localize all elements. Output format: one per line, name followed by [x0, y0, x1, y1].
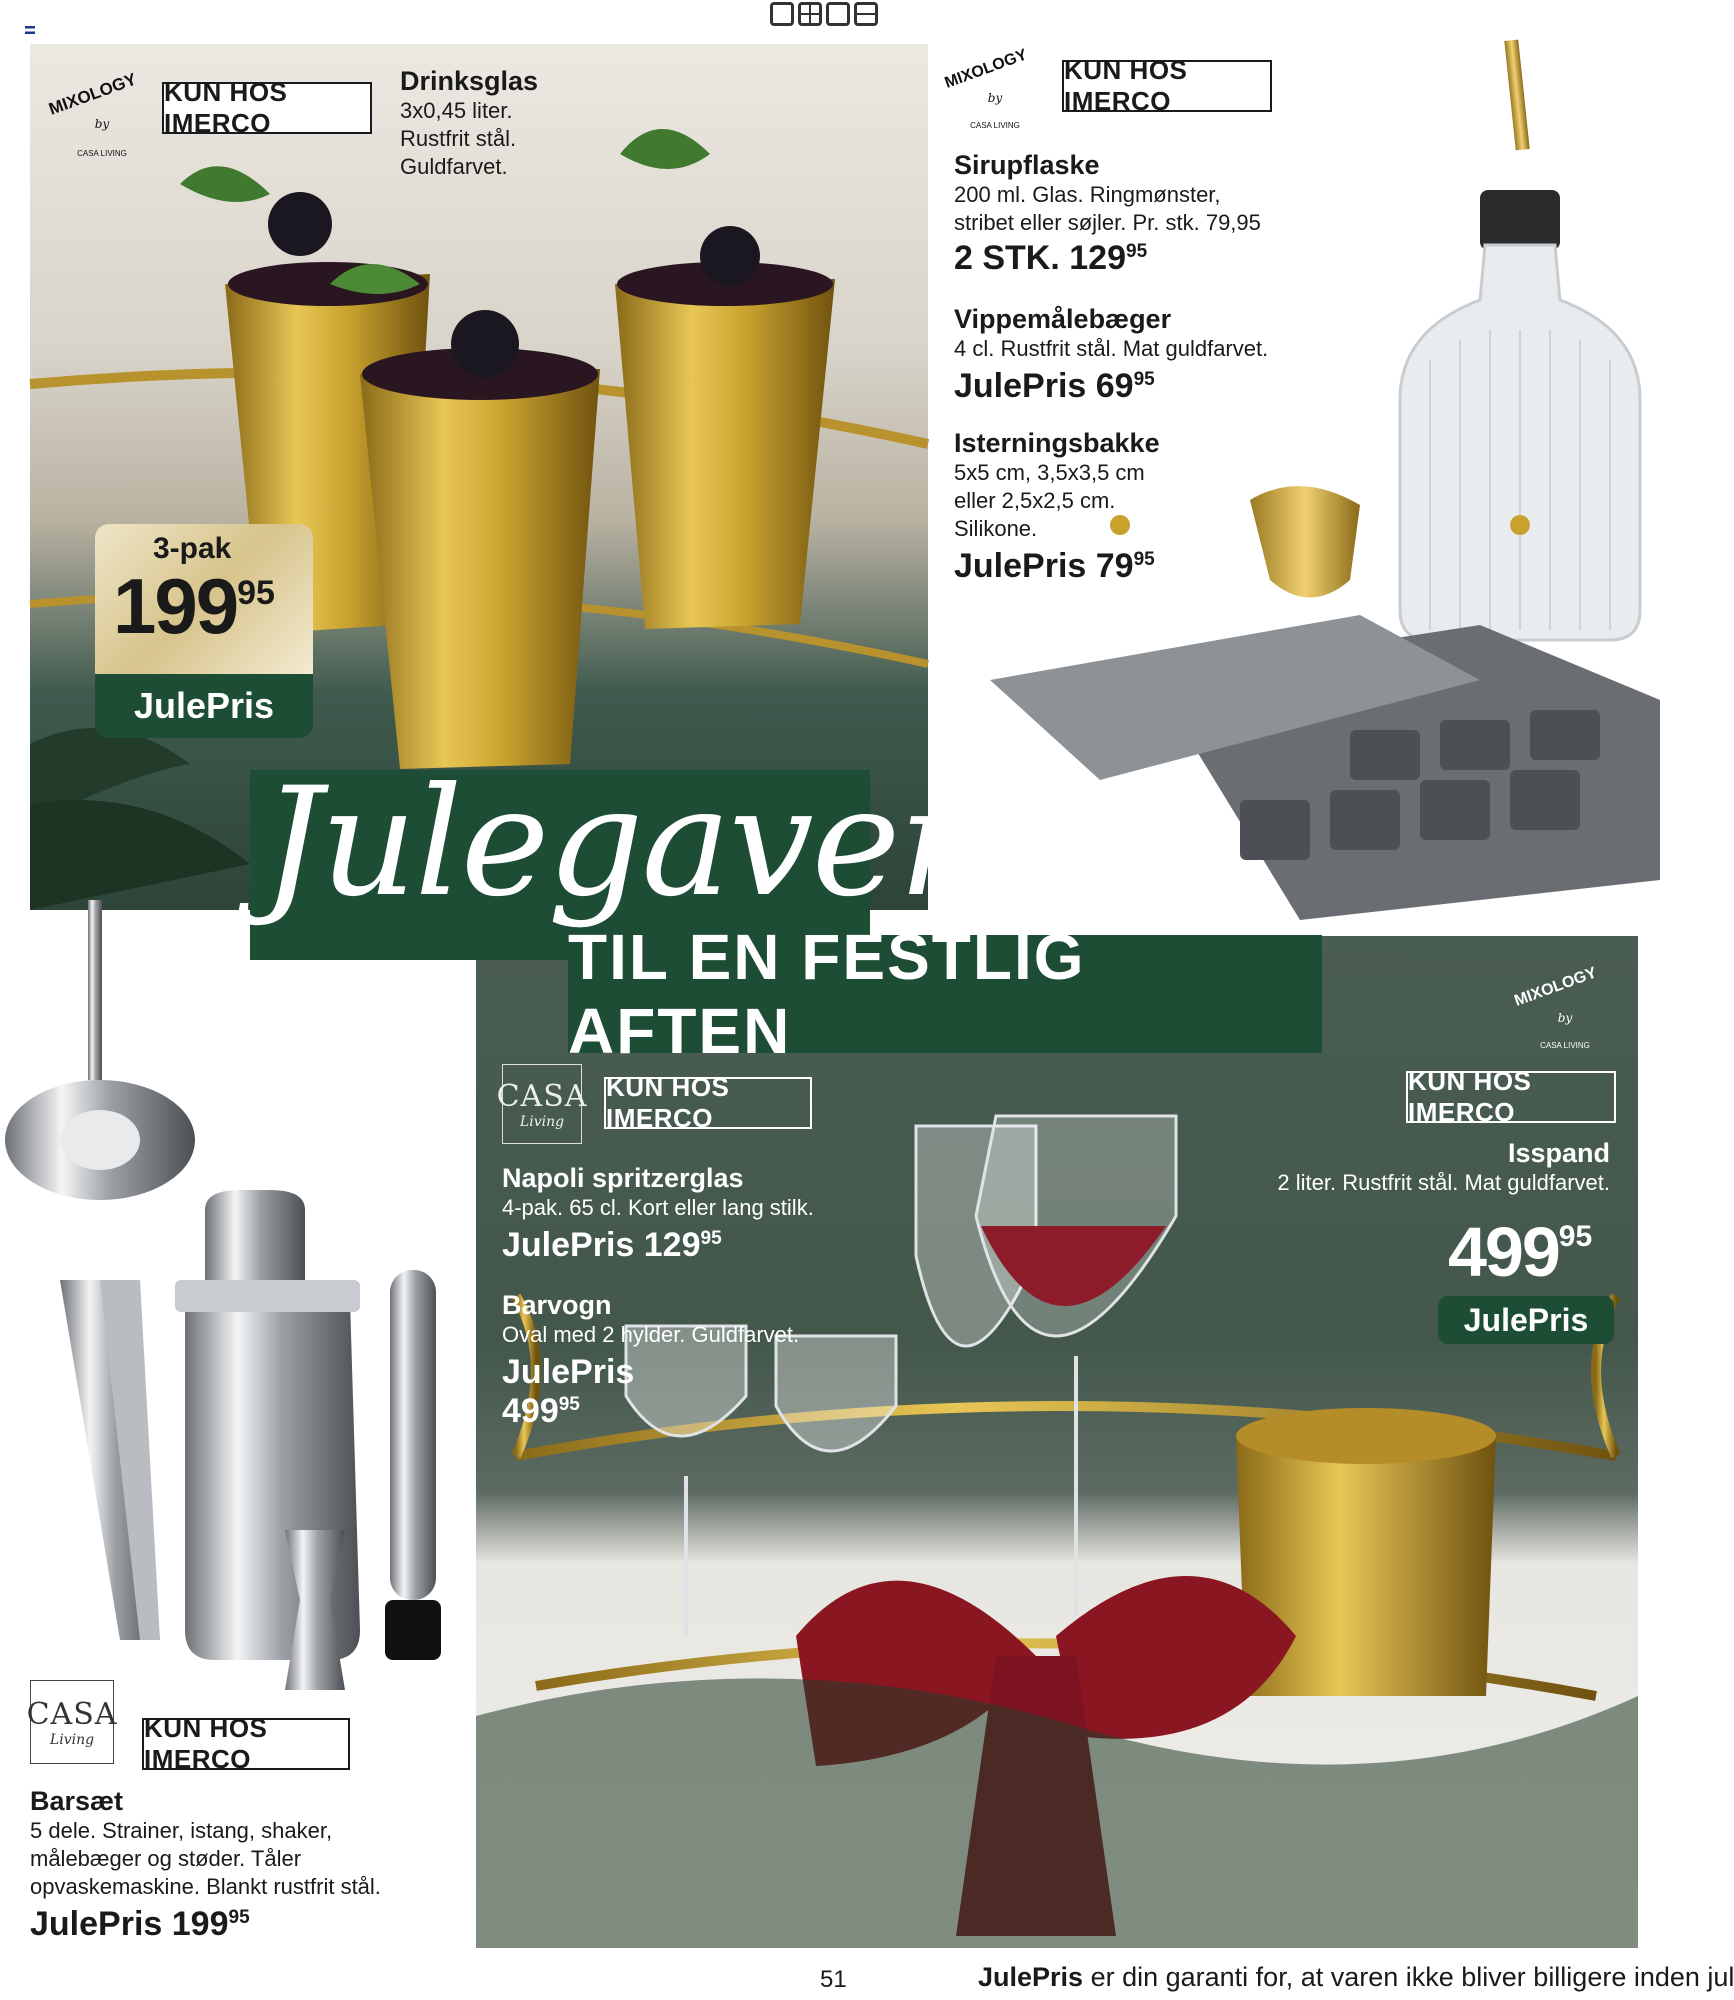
isterningsbakke-title: Isterningsbakke — [954, 428, 1160, 458]
barsaet-info — [30, 1786, 381, 1944]
barsaet-desc-1: 5 dele. Strainer, istang, shaker, — [30, 1818, 333, 1843]
footer-guarantee-text: er din garanti for, at varen ikke bliver billigere inden jul — [1090, 1962, 1734, 1992]
napoli-info — [502, 1163, 814, 1265]
footer-guarantee — [978, 1962, 1734, 1993]
svg-text:CASA LIVING: CASA LIVING — [77, 149, 127, 158]
isterningsbakke-desc-2: eller 2,5x2,5 cm. — [954, 488, 1116, 513]
barsaet-illustration — [0, 900, 470, 1700]
napoli-exclusive-badge: KUN HOS IMERCO — [604, 1077, 812, 1129]
sirupflaske-price: 2 STK. $129^{95}$ — [954, 239, 1148, 277]
isspand-price-main: 499 — [1448, 1213, 1559, 1291]
drinksglas-desc-2: Rustfrit stål. — [400, 126, 517, 151]
sirupflaske-title: Sirupflaske — [954, 150, 1100, 180]
vippemaalebaeger-title: Vippemålebæger — [954, 304, 1172, 334]
isterningsbakke-desc-1: 5x5 cm, 3,5x3,5 cm — [954, 460, 1145, 485]
napoli-price: JulePris $129^{95}$ — [502, 1226, 722, 1264]
barsaet-price: JulePris $199^{95}$ — [30, 1905, 250, 1943]
isspand-julepris-label: JulePris — [1438, 1296, 1614, 1344]
drinksglas-desc-3: Guldfarvet. — [400, 154, 508, 179]
drinksglas-exclusive-badge: KUN HOS IMERCO — [162, 82, 372, 134]
isspand-exclusive-badge: KUN HOS IMERCO — [1406, 1071, 1616, 1123]
headline-script: Julegaver — [262, 756, 969, 930]
footer-julepris: JulePris — [978, 1962, 1084, 1992]
mixology-logo-3 — [1512, 960, 1618, 1066]
tile-icon[interactable] — [770, 2, 794, 26]
isspand-title: Isspand — [1507, 1138, 1610, 1168]
barsaet-title: Barsæt — [30, 1786, 124, 1816]
sirupflaske-exclusive-badge: KUN HOS IMERCO — [1062, 60, 1272, 112]
svg-text:by: by — [987, 91, 1003, 105]
svg-text:by: by — [94, 117, 110, 131]
drinksglas-price-badge — [95, 524, 313, 742]
drinksglas-pack: 3-pak — [153, 532, 232, 565]
barvogn-price: $499^{95}$ — [502, 1392, 580, 1430]
drinksglas-title: Drinksglas — [400, 66, 539, 96]
vippemaalebaeger-desc: 4 cl. Rustfrit stål. Mat guldfarvet. — [954, 336, 1269, 361]
napoli-desc: 4-pak. 65 cl. Kort eller lang stilk. — [502, 1195, 814, 1220]
isspand-price — [1448, 1212, 1592, 1292]
isspand-info — [1277, 1138, 1610, 1197]
headline-sub-banner — [568, 921, 1322, 1067]
fork-icon[interactable] — [826, 2, 850, 26]
mixology-logo-text: MIXOLOGY — [46, 69, 139, 119]
drinksglas-price-main: 199 — [113, 562, 238, 650]
svg-text:by: by — [1557, 1011, 1573, 1025]
barsaet-desc-3: opvaskemaskine. Blankt rustfrit stål. — [30, 1874, 381, 1899]
barsaet-exclusive-badge: KUN HOS IMERCO — [142, 1718, 350, 1770]
flag-marker — [25, 26, 35, 34]
svg-text:MIXOLOGY: MIXOLOGY — [1512, 964, 1600, 1010]
barvogn-price-label: JulePris — [502, 1353, 635, 1391]
mixology-logo — [46, 68, 155, 173]
bar-tools-illustration — [1100, 40, 1640, 920]
sirupflaske-desc-2: stribet eller søjler. Pr. stk. 79,95 — [954, 210, 1261, 235]
page-number: 51 — [820, 1966, 847, 1993]
vippemaalebaeger-price: JulePris $69^{95}$ — [954, 367, 1155, 405]
drinksglas-info — [400, 66, 538, 181]
isterningsbakke-desc-3: Silikone. — [954, 516, 1038, 541]
drinksglas-julepris-label: JulePris — [95, 674, 313, 738]
casa-living-logo: CASA Living — [502, 1064, 582, 1144]
sirupflaske-desc-1: 200 ml. Glas. Ringmønster, — [954, 182, 1221, 207]
drinksglas-desc-1: 3x0,45 liter. — [400, 98, 513, 123]
svg-text:CASA LIVING: CASA LIVING — [1540, 1041, 1590, 1050]
barsaet-desc-2: målebæger og støder. Tåler — [30, 1846, 302, 1871]
isspand-desc: 2 liter. Rustfrit stål. Mat guldfarvet. — [1277, 1170, 1610, 1195]
isterningsbakke-price: JulePris $79^{95}$ — [954, 547, 1155, 585]
barvogn-desc: Oval med 2 hylder. Guldfarvet. — [502, 1322, 800, 1347]
barvogn-info — [502, 1290, 799, 1431]
list-icon[interactable] — [854, 2, 878, 26]
grid-icon[interactable] — [798, 2, 822, 26]
barvogn-title: Barvogn — [502, 1290, 612, 1320]
headline-sub: TIL EN FESTLIG AFTEN — [568, 921, 1086, 1067]
drinksglas-price-cents: 95 — [237, 574, 275, 612]
casa-living-logo-2: CASA Living — [30, 1680, 114, 1764]
top-toolbar — [770, 2, 878, 26]
svg-text:MIXOLOGY: MIXOLOGY — [942, 46, 1030, 92]
isspand-price-cents: 95 — [1558, 1220, 1593, 1253]
napoli-title: Napoli spritzerglas — [502, 1163, 744, 1193]
mixology-logo-2 — [942, 44, 1045, 144]
svg-text:CASA LIVING: CASA LIVING — [970, 121, 1020, 130]
